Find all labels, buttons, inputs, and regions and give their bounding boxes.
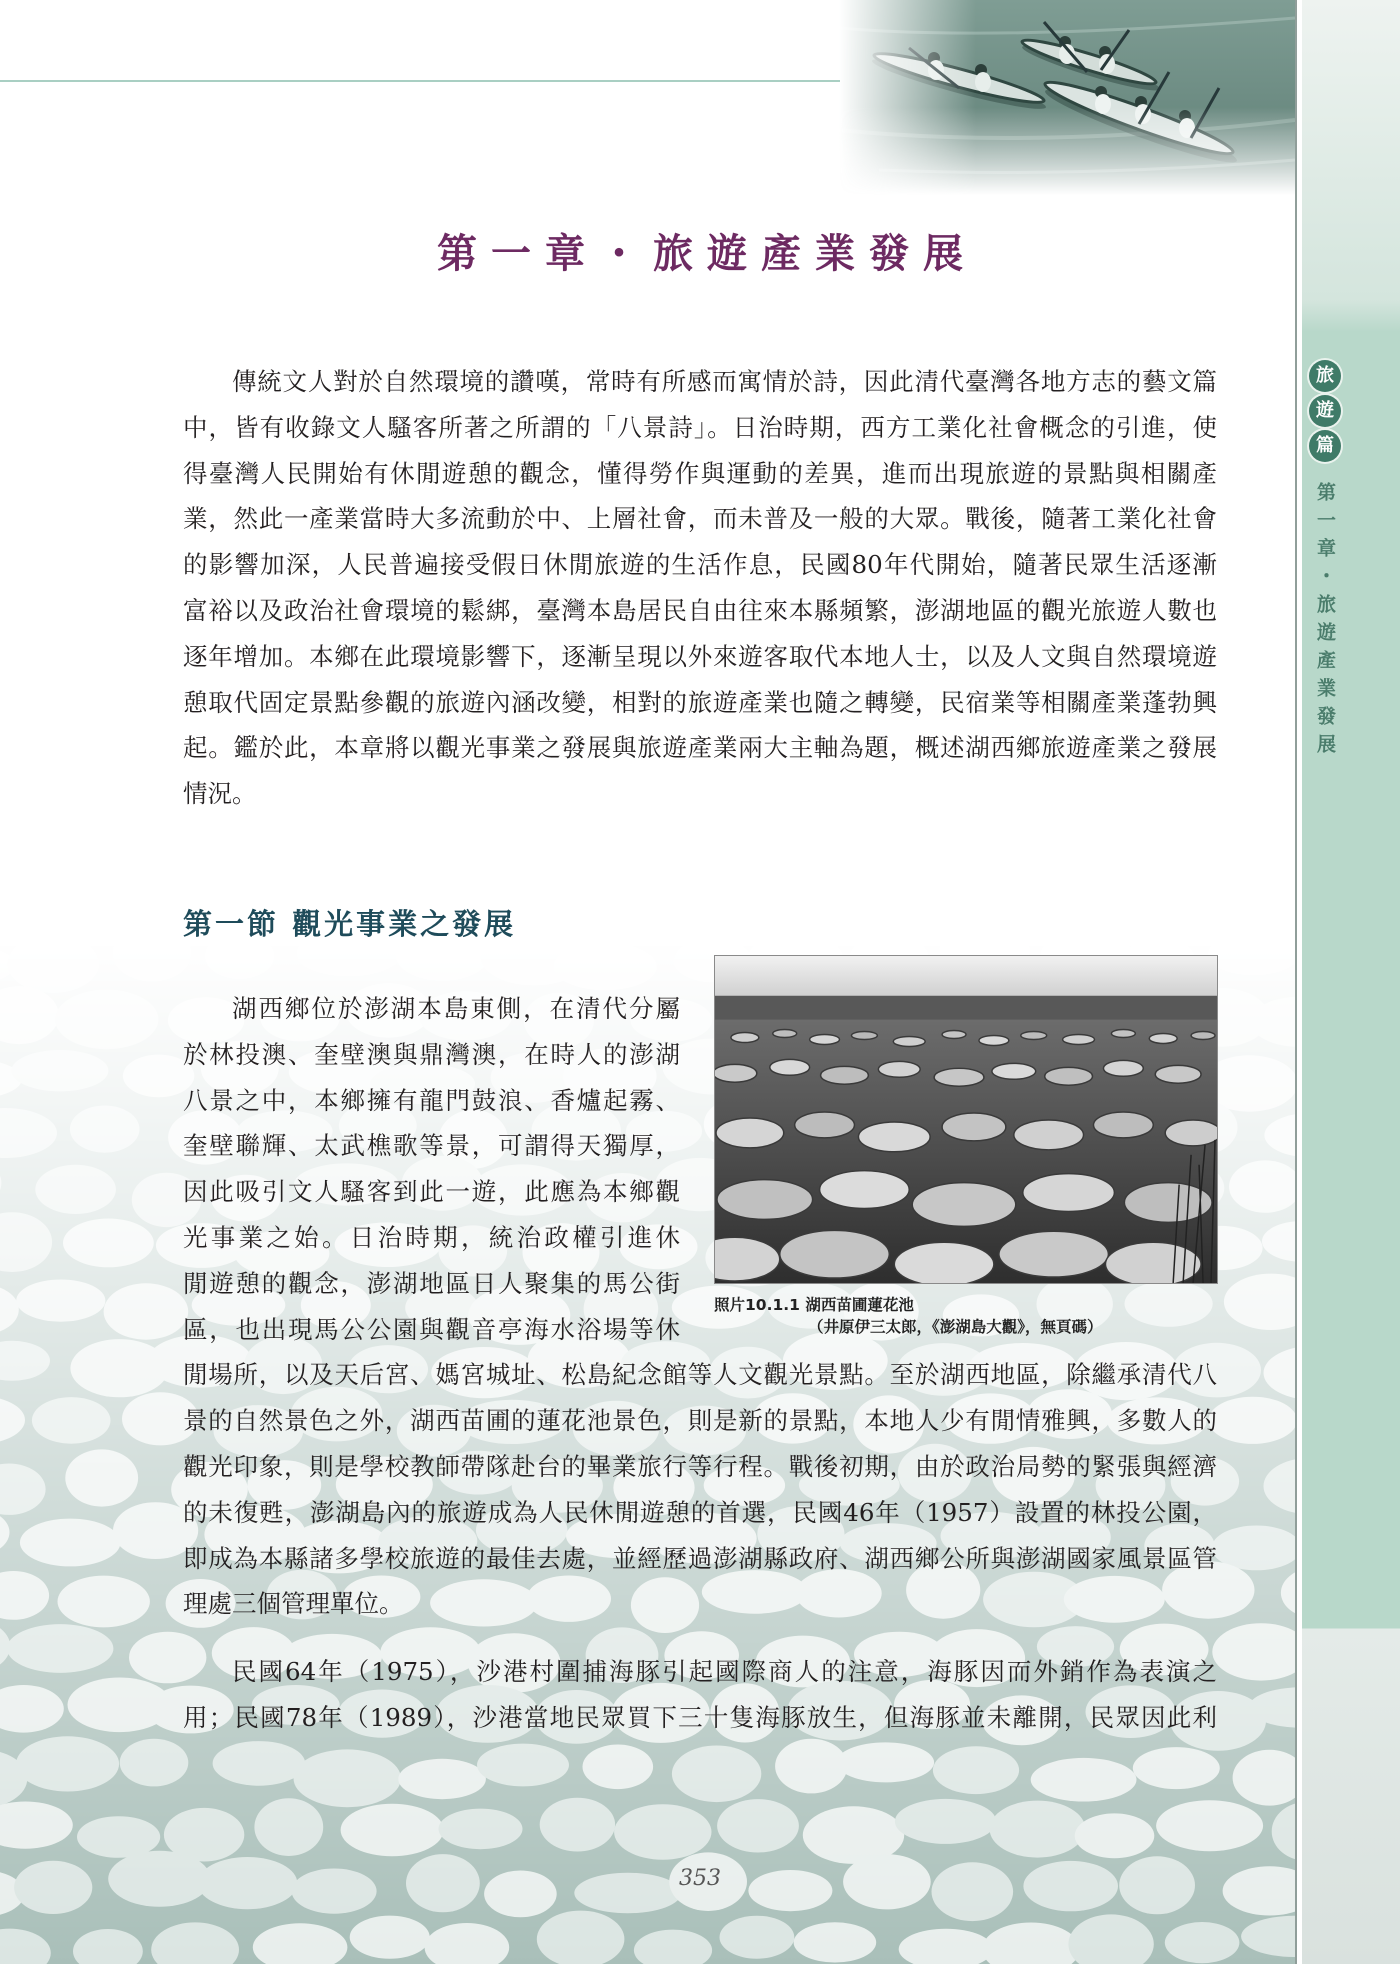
stone-shape <box>104 1283 189 1339</box>
stone-shape <box>1156 1800 1263 1851</box>
paragraph-line: 民國64年（1975），沙港村圍捕海豚引起國際商人的注意，海豚因而外銷作為表演之 <box>232 1657 1217 1686</box>
section-paragraph <box>183 1649 1217 1741</box>
stone-shape <box>63 1219 154 1268</box>
stone-shape <box>775 1739 847 1794</box>
stone-shape <box>554 943 657 990</box>
paragraph-line: 因此吸引文人騷客到此一遊，此應為本鄉觀 <box>183 1177 680 1207</box>
paragraph-line: 觀光印象，則是學校教師帶隊赴台的畢業旅行等行程。戰後初期，由於政治局勢的緊張與經濟 <box>183 1451 1217 1481</box>
paragraph-line: 中，皆有收錄文人騷客所著之所謂的「八景詩」。日治時期，西方工業化社會概念的引進，使 <box>183 412 1217 442</box>
paragraph-line: 的影響加深，人民普遍接受假日休閒旅遊的生活作息，民國80年代開始，隨著民眾生活逐漸 <box>183 550 1217 580</box>
paragraph-line: 八景之中，本鄉擁有龍門鼓浪、香爐起霧、 <box>183 1085 680 1115</box>
stone-shape <box>213 1741 306 1786</box>
stone-shape <box>16 1280 105 1322</box>
stone-shape <box>748 1870 832 1911</box>
stone-shape <box>895 1799 996 1844</box>
stone-shape <box>292 1869 377 1914</box>
stone-shape <box>933 1746 1019 1794</box>
paragraph-line: 富裕以及政治社會環境的鬆綁，臺灣本島居民自由往來本縣頻繁，澎湖地區的觀光旅遊人數也 <box>183 595 1217 625</box>
side-divider-line <box>1295 0 1297 1964</box>
stone-shape <box>540 1798 615 1852</box>
stone-shape <box>70 1106 140 1153</box>
paragraph-line: 奎壁聯輝、太武樵歌等景，可謂得天獨厚， <box>183 1131 680 1161</box>
side-tab-chapter-label: 第一章・旅遊產業發展 <box>1314 482 1336 762</box>
stone-shape <box>583 1745 654 1790</box>
lotus-pond-photo <box>714 955 1218 1284</box>
header-rule <box>0 80 840 82</box>
stone-shape <box>439 1809 523 1850</box>
stone-shape <box>406 1854 480 1912</box>
stone-shape <box>477 1744 569 1787</box>
photo-caption-source: （井原伊三太郎，《澎湖島大觀》，無頁碼） <box>808 1318 1103 1336</box>
paragraph-line: 傳統文人對於自然環境的讚嘆，常時有所感而寓情於詩，因此清代臺灣各地方志的藝文篇 <box>232 367 1217 396</box>
stone-shape <box>32 1397 111 1444</box>
stone-shape <box>57 1576 149 1628</box>
section-heading: 第一節 觀光事業之發展 <box>183 907 517 941</box>
stone-shape <box>65 1449 138 1506</box>
paragraph-line: 的未復甦，澎湖島內的旅遊成為人民休閒遊憩的首選，民國46年（1957）設置的林投公園， <box>183 1497 1217 1527</box>
intro-paragraph <box>183 359 1217 817</box>
stone-shape <box>198 1857 298 1909</box>
stone-shape <box>341 1804 444 1857</box>
side-tab-part-circle: 遊 <box>1309 395 1341 427</box>
photo-caption-label: 照片10.1.1 <box>714 1296 800 1314</box>
stone-shape <box>1133 1747 1220 1789</box>
paragraph-line: 情況。 <box>183 779 257 809</box>
stone-shape <box>14 1861 92 1914</box>
stone-shape <box>35 1165 116 1214</box>
stone-shape <box>1031 1758 1137 1802</box>
photo-caption-title <box>714 1294 914 1316</box>
page-number: 353 <box>679 1866 721 1891</box>
stone-shape <box>717 1799 799 1852</box>
paragraph-line: 用；民國78年（1989），沙港當地民眾買下三十隻海豚放生，但海豚並未離開，民眾因此利 <box>183 1702 1217 1732</box>
stone-shape <box>720 1916 795 1959</box>
paragraph-line: 於林投澳、奎壁澳與鼎灣澳，在時人的澎湖 <box>183 1039 680 1069</box>
stone-shape <box>1165 1922 1240 1963</box>
stone-shape <box>1075 1813 1155 1858</box>
stone-shape <box>20 1519 121 1567</box>
paragraph-line: 即成為本縣諸多學校旅遊的最佳去處，並經歷過澎湖縣政府、湖西鄉公所與澎湖國家風景區管 <box>183 1543 1217 1573</box>
stone-shape <box>794 1922 877 1962</box>
stone-shape <box>55 990 158 1050</box>
paragraph-line: 得臺灣人民開始有休閒遊憩的觀念，懂得勞作與運動的差異，進而出現旅遊的景點與相關產 <box>183 458 1217 488</box>
side-tab-part-circle: 篇 <box>1309 430 1341 462</box>
lotus-pond-image <box>715 956 1217 1283</box>
stone-shape <box>11 1050 108 1091</box>
paragraph-line: 憩取代固定景點參觀的旅遊內涵改變，相對的旅遊產業也隨之轉變，民宿業等相關產業蓬勃興 <box>183 687 1217 717</box>
stone-shape <box>7 1624 113 1673</box>
stone-shape <box>990 1801 1086 1858</box>
side-tab-band <box>1302 0 1400 1964</box>
paragraph-line: 光事業之始。日治時期，統治政權引進休 <box>183 1222 680 1252</box>
header-canoe-photo <box>839 0 1295 195</box>
stone-shape <box>837 1742 935 1782</box>
stone-shape <box>843 1854 931 1909</box>
paragraph-line: 逐年增加。本鄉在此環境影響下，逐漸呈現以外來遊客取代本地人士，以及人文與自然環境遊 <box>183 641 1217 671</box>
stone-shape <box>932 1862 1014 1921</box>
photo-caption-name: 湖西苗圃蓮花池 <box>805 1296 914 1314</box>
stone-shape <box>484 1871 557 1918</box>
stone-shape <box>1023 1861 1118 1911</box>
side-tab-part-circle: 旅 <box>1309 360 1341 392</box>
stone-shape <box>294 1749 401 1807</box>
stone-shape <box>1119 1856 1195 1914</box>
paragraph-line: 景的自然景色之外，湖西苗圃的蓮花池景色，則是新的景點，本地人少有閒情雅興，多數人的 <box>183 1406 1217 1436</box>
paragraph-line: 理處三個管理單位。 <box>183 1589 404 1619</box>
stone-shape <box>398 1759 486 1799</box>
paragraph-line: 區，也出現馬公公園與觀音亭海水浴場等休 <box>183 1314 680 1344</box>
stone-shape <box>120 1739 189 1787</box>
stone-shape <box>614 1804 711 1860</box>
paragraph-line: 業，然此一產業當時大多流動於中、上層社會，而未普及一般的大眾。戰後，隨著工業化社會 <box>183 504 1217 534</box>
paragraph-line: 閒遊憩的觀念，澎湖地區日人聚集的馬公街 <box>183 1268 680 1298</box>
paragraph-line: 閒場所，以及天后宮、媽宮城址、松島紀念館等人文觀光景點。至於湖西地區，除繼承清代八 <box>183 1360 1217 1390</box>
paragraph-line: 湖西鄉位於澎湖本島東側，在清代分屬 <box>232 994 680 1023</box>
stone-shape <box>350 1916 430 1959</box>
chapter-title: 第一章・旅遊產業發展 <box>437 230 977 277</box>
paragraph-line: 起。鑑於此，本章將以觀光事業之發展與旅遊產業兩大主軸為題，概述湖西鄉旅遊產業之發展 <box>183 733 1217 763</box>
stone-shape <box>108 1851 210 1907</box>
stone-shape <box>16 1736 119 1791</box>
stone-shape <box>1208 1397 1295 1444</box>
stone-shape <box>254 1798 323 1856</box>
stone-shape <box>672 1746 761 1803</box>
